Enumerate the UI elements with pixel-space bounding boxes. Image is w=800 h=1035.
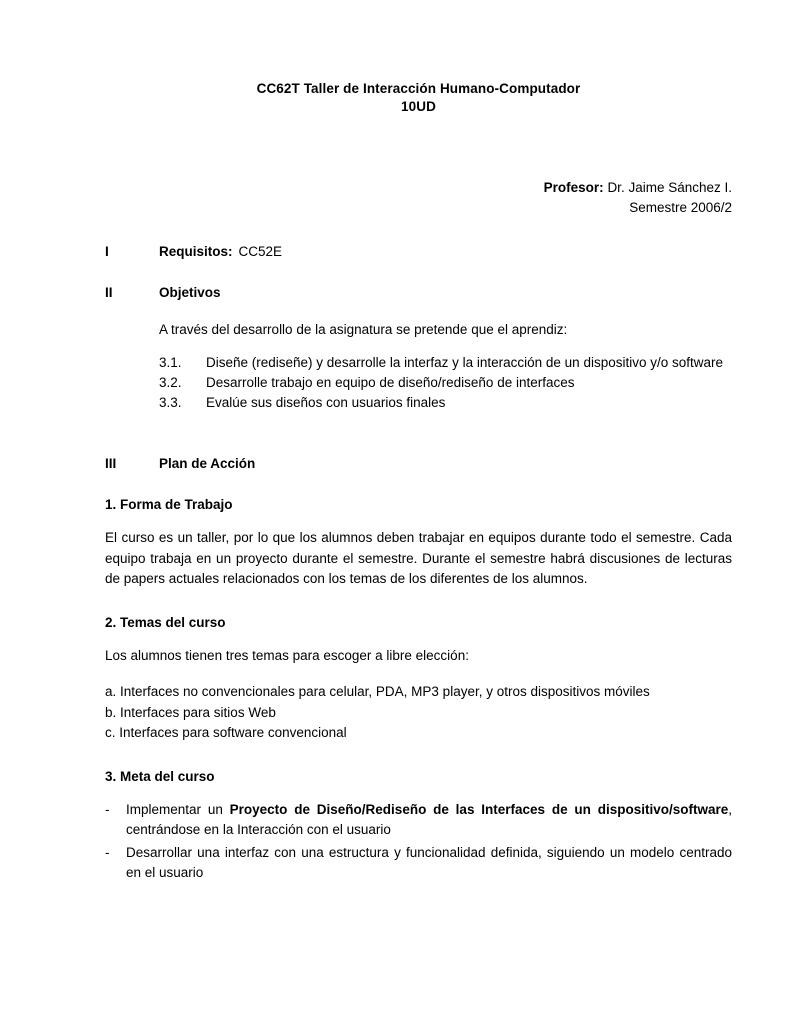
requisitos-value: CC52E bbox=[238, 243, 283, 259]
semester-text: Semestre 2006/2 bbox=[629, 200, 732, 215]
tema-item-b: b. Interfaces para sitios Web bbox=[105, 704, 276, 720]
requisitos-numeral: I bbox=[105, 243, 109, 259]
meta-item-1 bbox=[126, 800, 732, 841]
objetivo-number: 3.3. bbox=[159, 395, 182, 411]
objetivo-text: Evalúe sus diseños con usuarios finales bbox=[206, 395, 446, 411]
temas-list bbox=[105, 682, 732, 743]
list-item bbox=[159, 393, 732, 412]
objetivos-numeral: II bbox=[105, 284, 113, 300]
plan-numeral: III bbox=[105, 456, 117, 472]
objetivos-list bbox=[159, 353, 732, 412]
objetivo-text: Diseñe (rediseñe) y desarrolle la interfaz y la interacción de un dispositivo y/o software bbox=[206, 354, 724, 370]
document-title-line2: 10UD bbox=[401, 99, 436, 115]
section-plan-de-accion bbox=[105, 456, 732, 883]
section-objetivos bbox=[105, 285, 732, 413]
objetivos-heading: Objetivos bbox=[159, 284, 221, 300]
list-item bbox=[105, 843, 732, 884]
forma-de-trabajo-heading: 1. Forma de Trabajo bbox=[105, 497, 233, 513]
meta-item-1-pre: Implementar un bbox=[126, 802, 230, 818]
list-item bbox=[159, 373, 732, 392]
meta-list bbox=[105, 800, 732, 883]
requisitos-heading: Requisitos: bbox=[159, 243, 233, 259]
professor-label: Profesor: bbox=[543, 180, 604, 196]
plan-heading: Plan de Acción bbox=[159, 456, 256, 472]
dash-marker: - bbox=[105, 844, 110, 860]
objetivos-heading-row bbox=[105, 285, 732, 300]
document-title bbox=[105, 80, 732, 116]
meta-del-curso-heading: 3. Meta del curso bbox=[105, 769, 215, 785]
meta-item-1-bold: Proyecto de Diseño/Rediseño de las Interfaces de un dispositivo/software bbox=[229, 802, 729, 818]
list-item bbox=[105, 800, 732, 841]
section-requisitos bbox=[105, 244, 732, 259]
dash-marker: - bbox=[105, 802, 110, 818]
professor-name: Dr. Jaime Sánchez I. bbox=[607, 180, 732, 196]
meta-item-1-post: , centrándose en la Interacción con el usuario bbox=[126, 802, 732, 838]
tema-item-c: c. Interfaces para software convencional bbox=[105, 724, 347, 740]
forma-de-trabajo-paragraph: El curso es un taller, por lo que los alumnos deben trabajar en equipos durante todo el semestre. Cada equipo trabaja en un proyecto durante el semestre. Durante el semestre habrá discusiones de lecturas de papers actuales relacionados con los temas de los diferentes de los alumnos. bbox=[105, 530, 732, 586]
objetivo-number: 3.1. bbox=[159, 354, 182, 370]
meta-item-2: Desarrollar una interfaz con una estructura y funcionalidad definida, siguiendo un modelo centrado en el usuario bbox=[126, 844, 732, 880]
temas-intro: Los alumnos tienen tres temas para escoger a libre elección: bbox=[105, 648, 469, 664]
objetivo-number: 3.2. bbox=[159, 374, 182, 390]
objetivo-text: Desarrolle trabajo en equipo de diseño/rediseño de interfaces bbox=[206, 374, 575, 390]
professor-block bbox=[105, 178, 732, 217]
temas-del-curso-heading: 2. Temas del curso bbox=[105, 615, 226, 631]
list-item bbox=[159, 353, 732, 372]
requisitos-heading-row bbox=[105, 244, 732, 259]
objetivos-intro: A través del desarrollo de la asignatura se pretende que el aprendiz: bbox=[159, 321, 568, 337]
plan-heading-row bbox=[105, 456, 732, 471]
document-title-line1: CC62T Taller de Interacción Humano-Computador bbox=[256, 81, 581, 96]
tema-item-a: a. Interfaces no convencionales para celular, PDA, MP3 player, y otros dispositivos móviles bbox=[105, 684, 650, 700]
